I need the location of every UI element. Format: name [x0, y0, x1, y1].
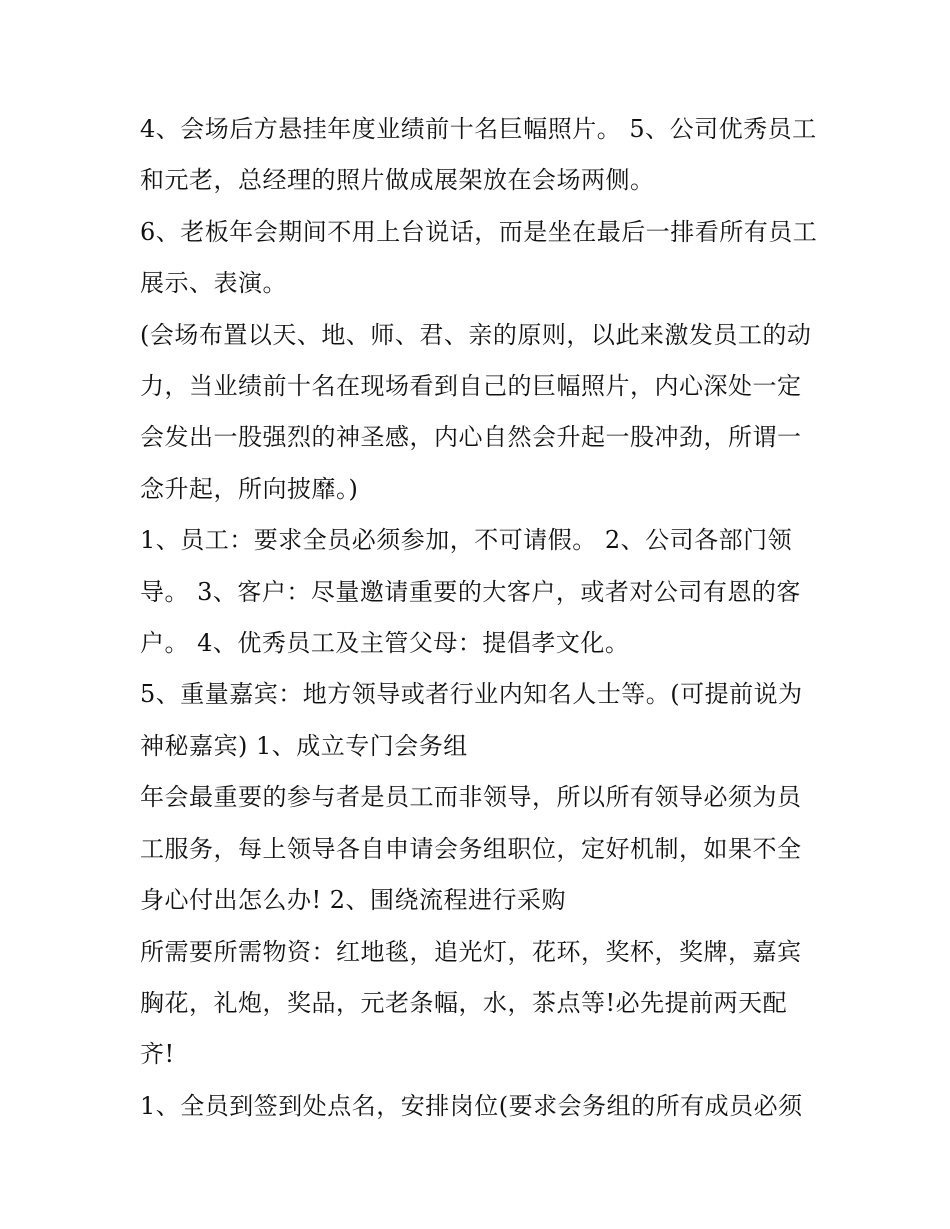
paragraph-guests-and-team: 5、重量嘉宾：地方领导或者行业内知名人士等。(可提前说为神秘嘉宾) 1、成立专门会务组 — [140, 680, 803, 760]
paragraph-photos-display: 4、会场后方悬挂年度业绩前十名巨幅照片。 5、公司优秀员工和元老，总经理的照片做成展架放在会场两侧。 — [140, 115, 817, 195]
paragraph-venue-principle: (会场布置以天、地、师、君、亲的原则，以此来激发员工的动力，当业绩前十名在现场看到自己的巨幅照片，内心深处一定会发出一股强烈的神圣感，内心自然会升起一股冲劲，所谓一念升起，所向披靡。) — [140, 320, 812, 503]
paragraph-checkin: 1、全员到签到处点名，安排岗位(要求会务组的所有成员必须 — [140, 1091, 803, 1120]
paragraph-materials: 所需要所需物资：红地毯，追光灯，花环，奖杯，奖牌，嘉宾胸花，礼炮，奖品，元老条幅，水，茶点等!必先提前两天配齐! — [140, 937, 802, 1069]
paragraph-attendees: 1、员工：要求全员必须参加，不可请假。 2、公司各部门领导。 3、客户：尽量邀请重要的大客户，或者对公司有恩的客户。 4、优秀员工及主管父母：提倡孝文化。 — [140, 526, 801, 658]
paragraph-staff-service: 年会最重要的参与者是员工而非领导，所以所有领导必须为员工服务，每上领导各自申请会务组职位，定好机制，如果不全身心付出怎么办! 2、围绕流程进行采购 — [140, 783, 802, 915]
paragraph-boss-seating: 6、老板年会期间不用上台说话，而是坐在最后一排看所有员工展示、表演。 — [140, 217, 818, 298]
document-body — [140, 104, 820, 1132]
